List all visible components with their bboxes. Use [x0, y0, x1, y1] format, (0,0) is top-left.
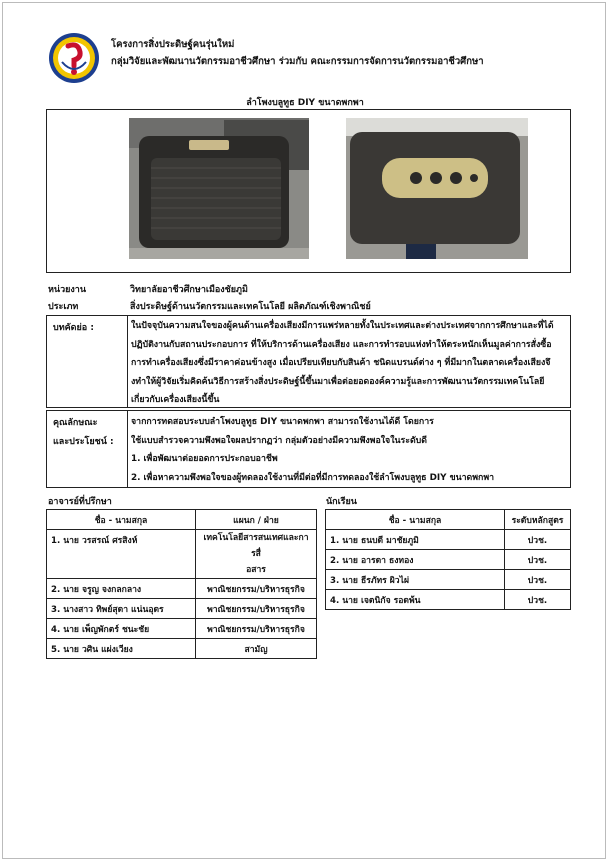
abstract-line: ปฏิบัติงานกับสถานประกอบการ ที่ให้บริการด้านเครื่องเสียง และการทำรอบแห่งทำให้ตระหนักเห็นมูลค่าการสั่งซื้อ	[131, 339, 552, 350]
document-title: ลำโพงบลูทูธ DIY ขนาดพกพา	[246, 98, 364, 108]
features-box	[46, 410, 571, 488]
student-level: ปวช.	[505, 590, 571, 610]
org-name: โครงการสิ่งประดิษฐ์คนรุ่นใหม่	[111, 39, 235, 50]
abstract-body	[131, 317, 566, 410]
speaker-top-photo	[346, 118, 528, 259]
table-row	[47, 579, 317, 599]
students-col-name: ชื่อ - นามสกุล	[326, 510, 505, 530]
advisor-dept: พาณิชยกรรม/บริหารธุรกิจ	[196, 619, 317, 639]
features-body	[131, 413, 566, 487]
abstract-line: งทำให้ผู้วิจัยเริ่มคิดค้นวิธีการสร้างสิ่งประดิษฐ์นี้ขึ้นมาเพื่อต่อยอดองค์ความรู้และการพัฒนานวัตกรรมเทคโนโลยี	[131, 376, 545, 387]
advisor-dept	[196, 530, 317, 579]
advisor-dept: สามัญ	[196, 639, 317, 659]
agency-label: หน่วยงาน	[48, 285, 87, 295]
student-name: 3. นาย ธีรภัทร ผิวไผ่	[326, 570, 505, 590]
table-row	[326, 590, 571, 610]
abstract-line: เกี่ยวกับเครื่องเสียงนี้ขึ้น	[131, 395, 220, 405]
features-line: 1. เพื่อพัฒนาต่อยอดการประกอบอาชีพ	[131, 454, 278, 464]
table-row	[47, 619, 317, 639]
advisor-name: 3. นางสาว ทิพย์สุดา แน่นอุดร	[47, 599, 196, 619]
advisors-col-name: ชื่อ - นามสกุล	[47, 510, 196, 530]
table-row	[326, 550, 571, 570]
features-label-1: คุณลักษณะ	[53, 418, 98, 428]
org-subtitle: กลุ่มวิจัยและพัฒนานวัตกรรมอาชีวศึกษา ร่วมกับ คณะกรรมการจัดการนวัตกรรมอาชีวศึกษา	[111, 56, 484, 67]
abstract-line: การทำเครื่องเสียงซึ่งมีราคาค่อนข้างสูง เมื่อเปรียบเทียบกับสินค้า ชนิดแบรนด์ต่าง ๆ ที่มีมากในตลาดเครื่องเสียงจึ	[131, 358, 551, 368]
students-title: นักเรียน	[326, 497, 357, 507]
features-line: 2. เพื่อหาความพึงพอใจของผู้ทดลองใช้งานที่มีต่อที่มีการทดลองใช้ลำโพงบลูทูธ DIY ขนาดพกพา	[131, 472, 495, 483]
institution-logo	[48, 32, 100, 84]
table-row	[326, 530, 571, 550]
student-name: 1. นาย ธนบดี มาชัยภูมิ	[326, 530, 505, 550]
table-row	[326, 570, 571, 590]
advisor-dept-line: เทคโนโลยีสารสนเทศและการสื่	[203, 533, 309, 559]
speaker-front-photo	[129, 118, 309, 259]
advisor-name: 1. นาย วรสรณ์ ศรสิงห์	[47, 530, 196, 579]
student-name: 4. นาย เจตนิกัจ รอดพ้น	[326, 590, 505, 610]
photo-frame	[46, 109, 571, 273]
student-level: ปวช.	[505, 550, 571, 570]
students-table	[325, 509, 571, 610]
table-row	[47, 599, 317, 619]
advisors-col-dept: แผนก / ฝ่าย	[196, 510, 317, 530]
student-level: ปวช.	[505, 570, 571, 590]
abstract-line: ในปัจจุบันความสนใจของผู้คนด้านเครื่องเสียงมีการแพร่หลายทั้งในประเทศและต่างประเทศจากการศึกษาและที่ได้	[131, 321, 554, 331]
advisor-name: 2. นาย จรูญ จงกลกลาง	[47, 579, 196, 599]
abstract-label: บทคัดย่อ :	[53, 323, 94, 333]
features-line: ใช้แบบสำรวจความพึงพอใจผลปรากฏว่า กลุ่มตัวอย่างมีความพึงพอใจในระดับดี	[131, 435, 427, 446]
type-label: ประเภท	[48, 302, 79, 312]
advisors-title: อาจารย์ที่ปรึกษา	[48, 497, 112, 507]
advisors-table	[46, 509, 317, 659]
student-level: ปวช.	[505, 530, 571, 550]
advisor-name: 5. นาย วศิน แผ่งเวียง	[47, 639, 196, 659]
table-row	[47, 530, 317, 579]
abstract-box	[46, 315, 571, 408]
advisor-name: 4. นาย เพ็ญพักตร์ ชนะชัย	[47, 619, 196, 639]
type-value: สิ่งประดิษฐ์ด้านนวัตกรรมและเทคโนโลยี ผลิตภัณฑ์เชิงพาณิชย์	[130, 302, 371, 312]
advisor-dept: พาณิชยกรรม/บริหารธุรกิจ	[196, 599, 317, 619]
agency-value: วิทยาลัยอาชีวศึกษาเมืองชัยภูมิ	[130, 285, 248, 295]
students-col-level: ระดับหลักสูตร	[505, 510, 571, 530]
table-row	[47, 639, 317, 659]
features-line: จากการทดสอบระบบลำโพงบลูทูธ DIY ขนาดพกพา สามารถใช้งานได้ดี โดยการ	[131, 417, 434, 427]
advisor-dept-line: อสาร	[246, 565, 266, 575]
student-name: 2. นาย อารดา ธงทอง	[326, 550, 505, 570]
advisor-dept: พาณิชยกรรม/บริหารธุรกิจ	[196, 579, 317, 599]
features-label-2: และประโยชน์ :	[53, 437, 114, 447]
